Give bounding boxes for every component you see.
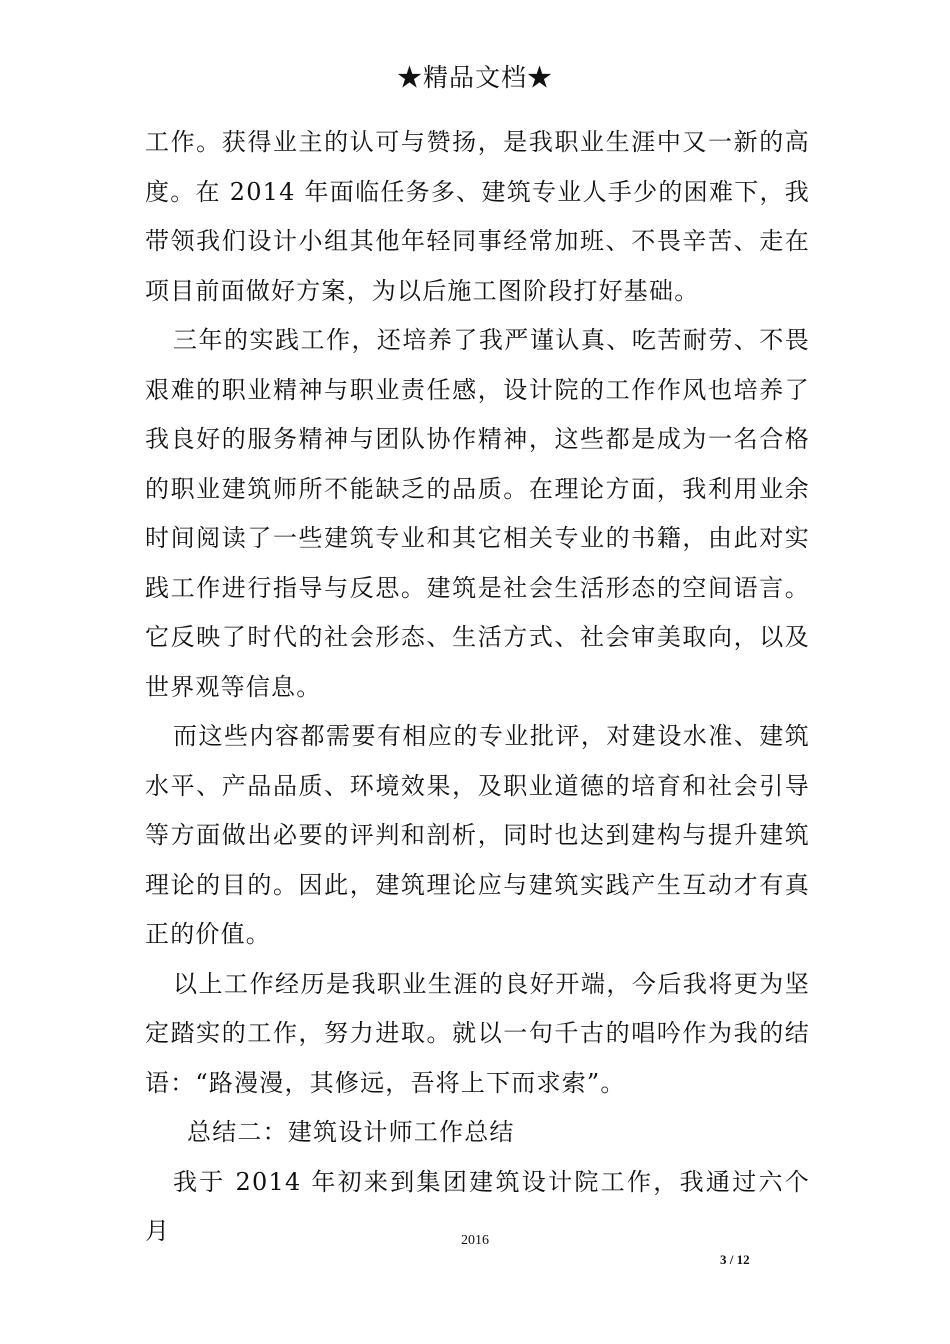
- page-number: 3 / 12: [720, 1252, 750, 1267]
- paragraph: 我于 2014 年初来到集团建筑设计院工作，我通过六个月: [145, 1167, 810, 1245]
- paragraph: 工作。获得业主的认可与赞扬，是我职业生涯中又一新的高度。在 2014 年面临任务多、建筑专业人手少的困难下，我带领我们设计小组其他年轻同事经常加班、不畏辛苦、走在项目前面做好方案，为以后施工图阶段打好基础。: [145, 128, 810, 305]
- paragraph: 以上工作经历是我职业生涯的良好开端，今后我将更为坚定踏实的工作，努力进取。就以一句千古的唱吟作为我的结语：“路漫漫，其修远，吾将上下而求索”。: [145, 969, 810, 1097]
- paragraph: 三年的实践工作，还培养了我严谨认真、吃苦耐劳、不畏艰难的职业精神与职业责任感，设计院的工作作风也培养了我良好的服务精神与团队协作精神，这些都是成为一名合格的职业建筑师所不能缺乏的品质。在理论方面，我利用业余时间阅读了一些建筑专业和其它相关专业的书籍，由此对实践工作进行指导与反思。建筑是社会生活形态的空间语言。它反映了时代的社会形态、生活方式、社会审美取向，以及世界观等信息。: [145, 326, 810, 701]
- page-header-title: ★精品文档★: [396, 63, 553, 92]
- section-heading: 总结二：建筑设计师工作总结: [187, 1118, 515, 1146]
- footer-year: 2016: [461, 1233, 489, 1248]
- document-body: [145, 118, 810, 1257]
- paragraph: 而这些内容都需要有相应的专业批评，对建设水准、建筑水平、产品品质、环境效果，及职业道德的培育和社会引导等方面做出必要的评判和剖析，同时也达到建构与提升建筑理论的目的。因此，建筑理论应与建筑实践产生互动才有真正的价值。: [145, 722, 810, 948]
